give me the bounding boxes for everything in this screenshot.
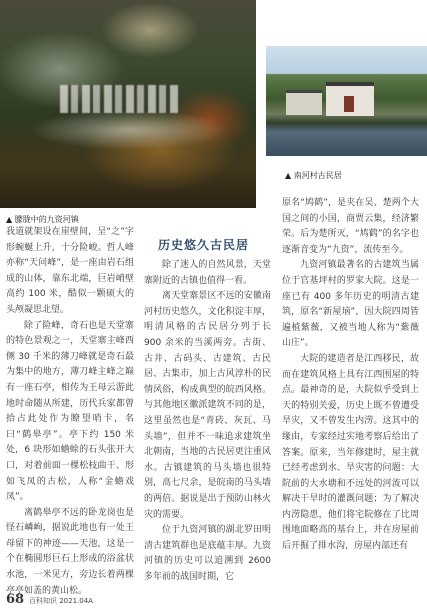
photo-mist [30, 110, 230, 150]
text-column-3 [282, 196, 419, 555]
paragraph: 除了险峰，奇石也是天堂寨的特色景观之一，天堂寨主峰西侧 30 千米的薄刀峰就是奇石最为集中的地方，薄刀峰主峰之巅有一座石亭，相传为王母云游此地时命随从所建，历代兵家都曾拾占此处作为瞭望哨卡，名曰“鹤皋亭”。亭下约 150 米处，6 块形如蟾蜍的石头张开大口，对着前面一棵松枝曲干、形如飞凤的古松，人称“金蟾戏凤”。 [6, 320, 134, 503]
photo-frame-nanhe [262, 42, 427, 160]
photo-houses [60, 85, 180, 113]
publication-info: 百科知识 2021.04A [29, 597, 93, 605]
photo-side-house [286, 90, 322, 115]
paragraph: 离鹤皋亭不远的卧龙岗也是怪石嶙峋，据说此地也有一处王母留下的神迹——天池，这是一个在椭圆形巨石上形成的浴盆状水池，一米见方，旁边长着两棵亭亭如盖的黄山松。 [6, 507, 134, 596]
text-column-2 [144, 258, 271, 585]
paragraph: 九资河镇最著名的古建筑当属位于官基坪村的罗家大院。这是一座已有 400 多年历史的明清古建筑，原名“新屋垴”，因大院四周皆遍植紫薇，又被当地人称为“紫薇山庄”。 [282, 260, 419, 349]
photo-door [344, 96, 354, 112]
paragraph: 除了迷人的自然风景，天堂寨附近的古镇也值得一看。 [144, 260, 271, 286]
caption-right: ▲ 南河村古民居 [285, 171, 342, 180]
paragraph: 离天堂寨景区不远的安徽南河村历史悠久，文化积淀丰厚，明清风格的古民居分列于长 900 余米的当溪两旁。古街、古井、古码头、古建筑、古民居、古集市，加上古风淳朴的民情风俗，构成典型的皖西风格。与其他地区徽派建筑不同的是，这里虽然也是“青砖、灰瓦、马头墙”，但并不一味追求建筑坐北朝南，当地的古民居更注重风水。古镇建筑的马头墙也很特别，高七尺余，是皖南的马头墙的两倍。据说是出于预防山林火灾的需要。 [144, 291, 271, 520]
caption-left: ▲ 朦胧中的九资河镇 [6, 215, 79, 224]
photo-nanhe-village [266, 46, 427, 156]
photo-jiuzihe-town [0, 0, 256, 208]
paragraph: 原名“鸠鹤”，是夹在吴、楚两个大国之间的小国，商贾云集，经济繁荣。后为楚所灭，“鸠鹤”的名字也逐渐音变为“九资”，流传至今。 [282, 198, 419, 255]
paragraph: 大院的建造者是江西移民，故而在建筑风格上具有江西围屋的特点。最神奇的是，大院似乎受到上天的特别关爱，历史上既不曾遭受旱灾，又不曾发生内涝。这其中的缘由，专家经过实地考察后给出了答案。原来，当年修建时，屋主就已经考虑到水、旱灾害的问题：大院前的大水塘和不远处的河流可以解决干旱时的灌溉问题；为了解决内涝隐患，他们将宅院修在了比周围地面略高的基台上，并在房屋前后开掘了排水沟，房屋内部还有 [282, 353, 419, 552]
text-column-1 [6, 225, 134, 599]
section-heading: 历史悠久古民居 [158, 238, 250, 252]
page-number: 68 [6, 592, 25, 607]
paragraph: 位于九资河镇的湖北罗田明清古建筑群也是底蕴丰厚。九资河镇的历史可以追溯到 2600 多年前的战国时期，它 [144, 525, 271, 582]
paragraph: 我道就架设在崖壁间，呈“之”字形蜿蜒上升，十分险峻。哲人峰亦称“天问峰”，是一座由岩石组成的山体，靠东北端，巨岩峭壁高约 100 米，酷似一颗硕大的头颅凝思北望。 [6, 227, 134, 315]
